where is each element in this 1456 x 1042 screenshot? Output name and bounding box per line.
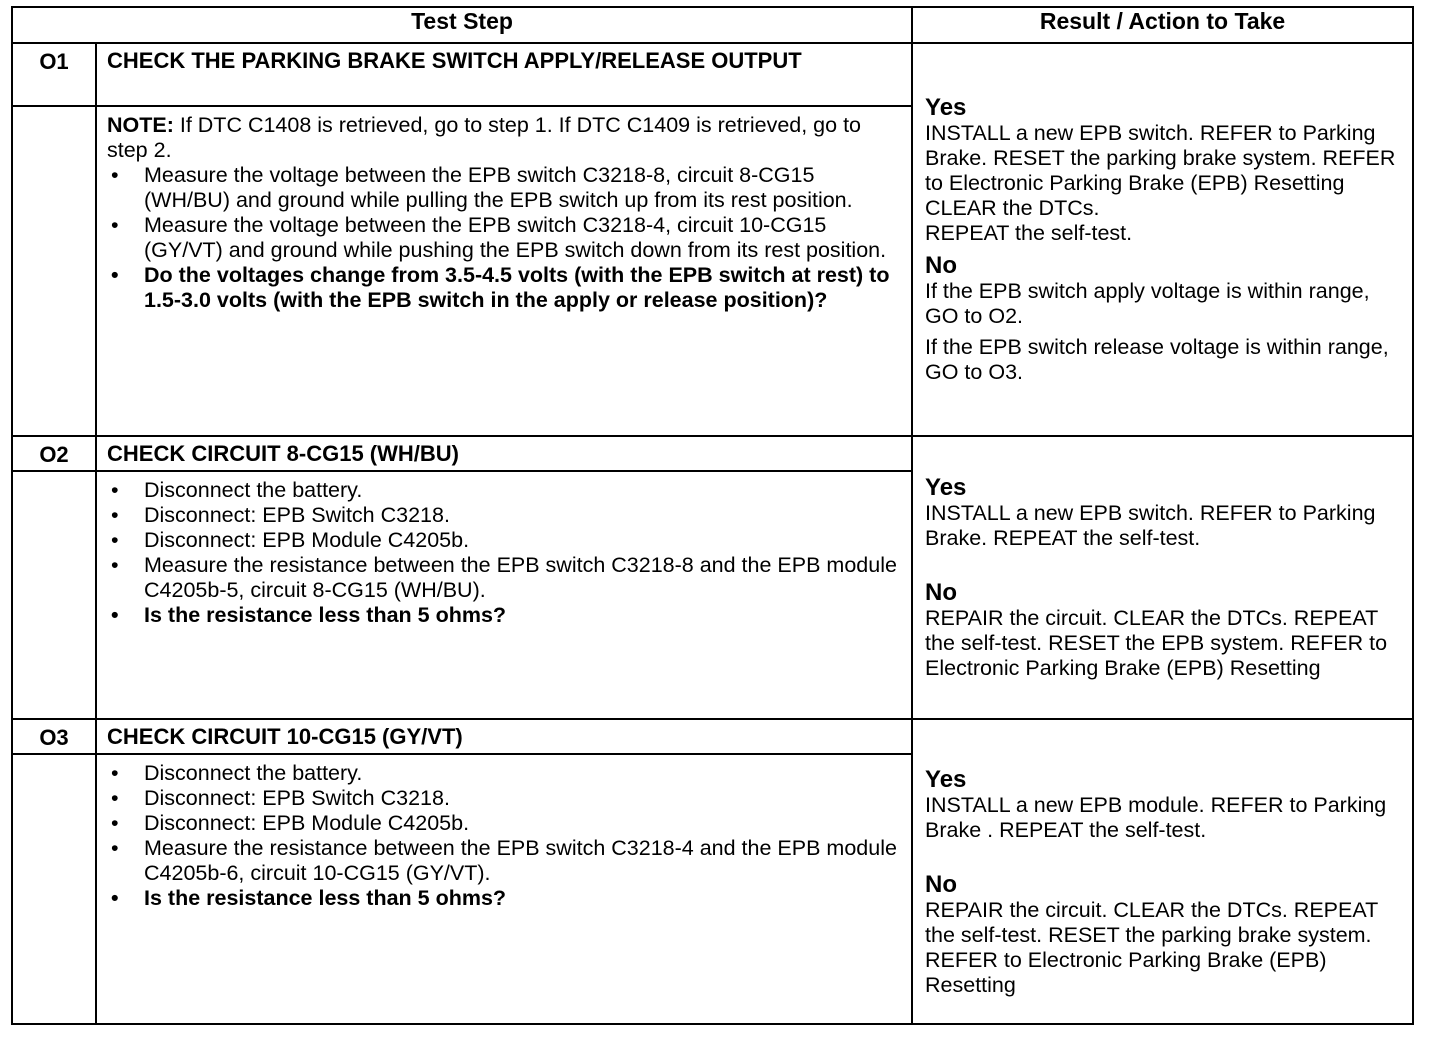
list-item: • Disconnect the battery. xyxy=(107,761,901,786)
result-text: INSTALL a new EPB module. REFER to Parking Brake . REPEAT the self-test. xyxy=(925,793,1387,842)
step-number-empty xyxy=(12,471,96,719)
list-item: • Measure the resistance between the EPB switch C3218-8 and the EPB module C4205b-5, circuit 8-CG15 (WH/BU). xyxy=(107,553,901,603)
step-o3-result xyxy=(912,719,1413,1024)
diagnostic-table xyxy=(11,6,1414,1025)
result-line: INSTALL a new EPB switch. REFER to Parking Brake. RESET the parking brake system. REFER to Electronic Parking Brake (EPB) Resetting xyxy=(925,121,1396,195)
list-item: • Is the resistance less than 5 ohms? xyxy=(107,603,901,628)
result-line: CLEAR the DTCs. xyxy=(925,196,1100,220)
yes-label: Yes xyxy=(925,766,967,793)
yes-label: Yes xyxy=(925,94,967,121)
step-bullets xyxy=(107,761,901,911)
step-number: O2 xyxy=(12,436,96,471)
step-bullets xyxy=(107,478,901,628)
result-line: REPEAT the self-test. xyxy=(925,221,1133,245)
step-o1-title-row xyxy=(12,43,1413,106)
list-item: • Disconnect the battery. xyxy=(107,478,901,503)
list-item: • Do the voltages change from 3.5-4.5 volts (with the EPB switch at rest) to 1.5-3.0 volts (with the EPB switch in the apply or release position)? xyxy=(107,263,901,313)
step-o2-title-row xyxy=(12,436,1413,471)
step-o1-body xyxy=(96,106,912,436)
step-o3-title-row xyxy=(12,719,1413,754)
note-text: If DTC C1408 is retrieved, go to step 1. If DTC C1409 is retrieved, go to step 2. xyxy=(107,113,861,162)
step-title: CHECK THE PARKING BRAKE SWITCH APPLY/RELEASE OUTPUT xyxy=(96,43,912,106)
no-label: No xyxy=(925,871,958,898)
result-line: If the EPB switch release voltage is within range, GO to O3. xyxy=(925,335,1389,384)
header-test-step: Test Step xyxy=(12,7,912,43)
no-label: No xyxy=(925,579,958,606)
list-item: • Disconnect: EPB Module C4205b. xyxy=(107,528,901,553)
list-item: • Disconnect: EPB Switch C3218. xyxy=(107,786,901,811)
step-o1-result xyxy=(912,43,1413,436)
note xyxy=(107,113,901,163)
table-header-row xyxy=(12,7,1413,43)
no-label: No xyxy=(925,252,958,279)
step-number: O1 xyxy=(12,43,96,106)
step-bullets xyxy=(107,163,901,313)
step-title: CHECK CIRCUIT 10-CG15 (GY/VT) xyxy=(96,719,912,754)
step-number-empty xyxy=(12,106,96,436)
step-o2-result xyxy=(912,436,1413,719)
note-label: NOTE: xyxy=(107,113,174,137)
yes-label: Yes xyxy=(925,474,967,501)
list-item: • Disconnect: EPB Module C4205b. xyxy=(107,811,901,836)
step-o2-body xyxy=(96,471,912,719)
header-result-action: Result / Action to Take xyxy=(912,7,1413,43)
list-item: • Measure the resistance between the EPB switch C3218-4 and the EPB module C4205b-6, circuit 10-CG15 (GY/VT). xyxy=(107,836,901,886)
result-line: If the EPB switch apply voltage is within range, GO to O2. xyxy=(925,279,1370,328)
result-text: INSTALL a new EPB switch. REFER to Parking Brake. REPEAT the self-test. xyxy=(925,501,1376,550)
step-number: O3 xyxy=(12,719,96,754)
step-o3-body xyxy=(96,754,912,1024)
list-item: • Measure the voltage between the EPB switch C3218-8, circuit 8-CG15 (WH/BU) and ground while pulling the EPB switch up from its rest position. xyxy=(107,163,901,213)
list-item: • Is the resistance less than 5 ohms? xyxy=(107,886,901,911)
list-item: • Disconnect: EPB Switch C3218. xyxy=(107,503,901,528)
step-title: CHECK CIRCUIT 8-CG15 (WH/BU) xyxy=(96,436,912,471)
list-item: • Measure the voltage between the EPB switch C3218-4, circuit 10-CG15 (GY/VT) and ground while pushing the EPB switch down from its rest position. xyxy=(107,213,901,263)
result-text: REPAIR the circuit. CLEAR the DTCs. REPEAT the self-test. RESET the parking brake system. REFER to Electronic Parking Brake (EPB) Resetting xyxy=(925,898,1378,997)
step-number-empty xyxy=(12,754,96,1024)
result-text: REPAIR the circuit. CLEAR the DTCs. REPEAT the self-test. RESET the EPB system. REFER to Electronic Parking Brake (EPB) Resetting xyxy=(925,606,1388,680)
